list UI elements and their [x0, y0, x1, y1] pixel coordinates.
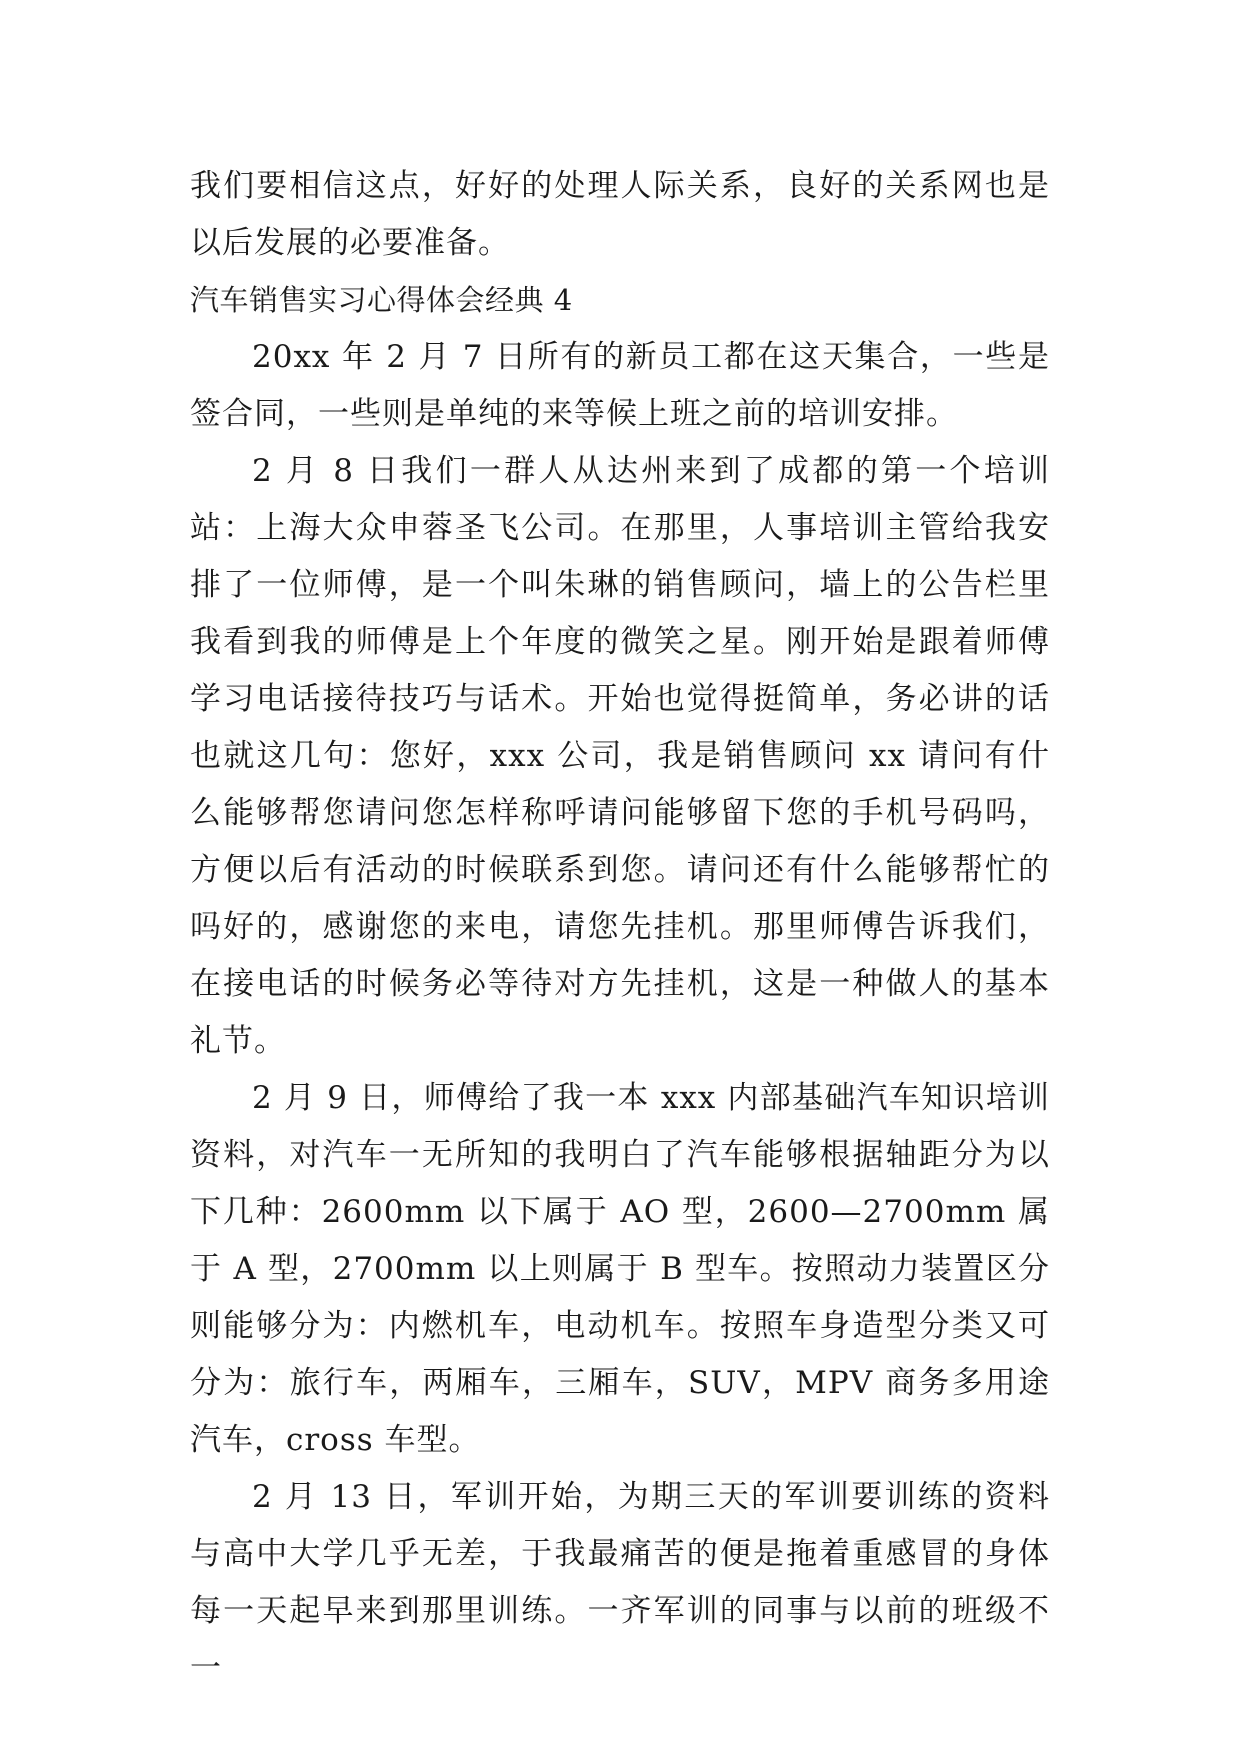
document-body — [190, 158, 1050, 1697]
paragraph-feb13: 2 月 13 日，军训开始，为期三天的军训要训练的资料与高中大学几乎无差，于我最痛苦的便是拖着重感冒的身体每一天起早来到那里训练。一齐军训的同事与以前的班级不一 — [190, 1479, 1050, 1686]
section-heading: 汽车销售实习心得体会经典 4 — [190, 283, 573, 317]
paragraph-feb9: 2 月 9 日，师傅给了我一本 xxx 内部基础汽车知识培训资料，对汽车一无所知的我明白了汽车能够根据轴距分为以下几种：2600mm 以下属于 AO 型，2600—2700mm 属于 A 型，2700mm 以上则属于 B 型车。按照动力装置区分则能够分为：内燃机车，电动机车。按照车身造型分类又可分为：旅行车，两厢车，三厢车，SUV，MPV 商务多用途汽车，cross 车型。 — [190, 1080, 1050, 1458]
paragraph-feb8: 2 月 8 日我们一群人从达州来到了成都的第一个培训站：上海大众申蓉圣飞公司。在那里，人事培训主管给我安排了一位师傅，是一个叫朱琳的销售顾问，墙上的公告栏里我看到我的师傅是上个年度的微笑之星。刚开始是跟着师傅学习电话接待技巧与话术。开始也觉得挺简单，务必讲的话也就这几句：您好，xxx 公司，我是销售顾问 xx 请问有什么能够帮您请问您怎样称呼请问能够留下您的手机号码吗，方便以后有活动的时候联系到您。请问还有什么能够帮忙的吗好的，感谢您的来电，请您先挂机。那里师傅告诉我们，在接电话的时候务必等待对方先挂机，这是一种做人的基本礼节。 — [190, 453, 1050, 1059]
paragraph-feb7: 20xx 年 2 月 7 日所有的新员工都在这天集合，一些是签合同，一些则是单纯的来等候上班之前的培训安排。 — [190, 339, 1050, 432]
paragraph-continuation: 我们要相信这点，好好的处理人际关系，良好的关系网也是以后发展的必要准备。 — [190, 168, 1050, 261]
